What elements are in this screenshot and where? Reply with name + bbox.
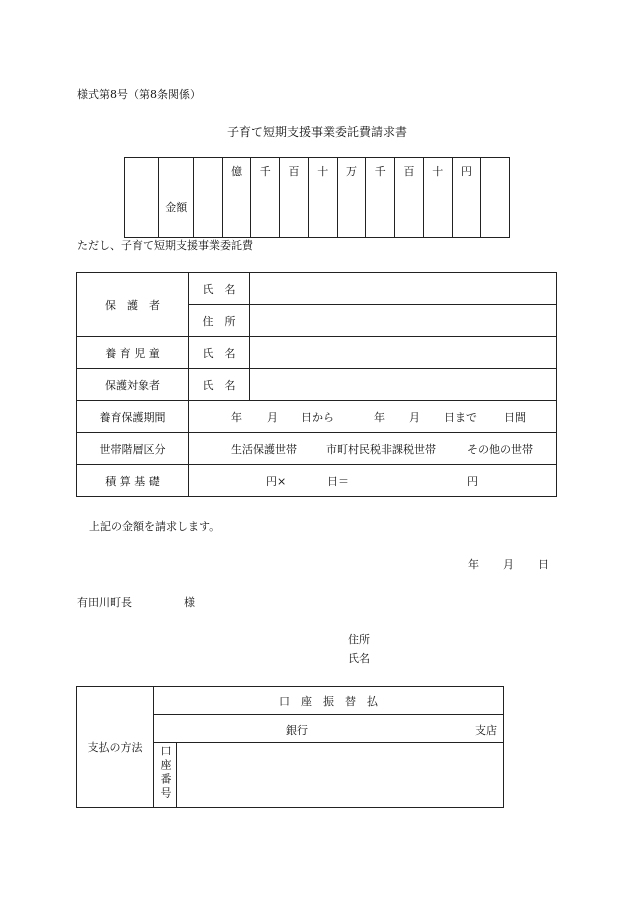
- payment-method-label: 支払の方法: [77, 687, 154, 808]
- subject-name-label: 氏 名: [189, 369, 250, 401]
- period-month2: 月: [409, 411, 420, 424]
- amount-unit-hyaku2[interactable]: 百: [395, 158, 424, 238]
- guardian-address-label: 住 所: [189, 305, 250, 337]
- period-days: 日間: [504, 411, 526, 424]
- addressee-honorific: 様: [184, 596, 195, 609]
- amount-table: [124, 157, 510, 238]
- applicant-address-label: 住所: [348, 633, 370, 646]
- period-month1: 月: [267, 411, 278, 424]
- household-field[interactable]: [189, 433, 557, 465]
- branch-label: 支店: [475, 724, 497, 737]
- amount-unit-sen[interactable]: 千: [251, 158, 280, 238]
- page-title: 子育て短期支援事業委託費請求書: [227, 125, 408, 139]
- period-year2: 年: [374, 411, 385, 424]
- account-number-field[interactable]: [177, 743, 504, 808]
- bank-field[interactable]: [154, 715, 504, 743]
- basis-yen-times: 円×: [266, 475, 287, 488]
- subject-name-field[interactable]: [250, 369, 557, 401]
- child-label: 養 育 児 童: [77, 337, 189, 369]
- amount-blank-cell[interactable]: [125, 158, 159, 238]
- amount-unit-en[interactable]: 円: [452, 158, 481, 238]
- period-from: 日から: [301, 411, 334, 424]
- date-year: 年: [468, 558, 479, 571]
- bank-label: 銀行: [286, 724, 308, 737]
- addressee-title: 有田川町長: [77, 596, 132, 609]
- payment-table: [76, 686, 504, 808]
- period-year1: 年: [231, 411, 242, 424]
- transfer-label: 口 座 振 替 払: [154, 687, 504, 715]
- guardian-name-label: 氏 名: [189, 273, 250, 305]
- amount-unit-hyaku[interactable]: 百: [280, 158, 309, 238]
- date-day: 日: [538, 558, 549, 571]
- form-number: 様式第8号（第8条関係）: [77, 88, 201, 101]
- period-field[interactable]: [189, 401, 557, 433]
- basis-field[interactable]: [189, 465, 557, 497]
- amount-unit-oku[interactable]: 億: [222, 158, 251, 238]
- household-label: 世帯階層区分: [77, 433, 189, 465]
- subject-label: 保護対象者: [77, 369, 189, 401]
- basis-day-equals: 日＝: [327, 475, 349, 488]
- applicant-name-label: 氏名: [348, 652, 370, 665]
- amount-unit-juu[interactable]: 十: [308, 158, 337, 238]
- date-month: 月: [503, 558, 514, 571]
- period-label: 養育保護期間: [77, 401, 189, 433]
- amount-unit-sen2[interactable]: 千: [366, 158, 395, 238]
- child-name-field[interactable]: [250, 337, 557, 369]
- guardian-address-field[interactable]: [250, 305, 557, 337]
- household-option-nontax[interactable]: 市町村民税非課税世帯: [326, 443, 436, 456]
- basis-yen: 円: [467, 475, 478, 488]
- account-number-label-cell: [154, 743, 177, 808]
- amount-unit-man[interactable]: 万: [337, 158, 366, 238]
- amount-label: 金額: [159, 158, 194, 238]
- details-table: [76, 272, 557, 497]
- household-option-other[interactable]: その他の世帯: [467, 443, 533, 456]
- period-until: 日まで: [444, 411, 477, 424]
- amount-unit-juu2[interactable]: 十: [423, 158, 452, 238]
- household-option-welfare[interactable]: 生活保護世帯: [231, 443, 297, 456]
- guardian-name-field[interactable]: [250, 273, 557, 305]
- basis-label: 積 算 基 礎: [77, 465, 189, 497]
- child-name-label: 氏 名: [189, 337, 250, 369]
- amount-blank-cell[interactable]: [481, 158, 510, 238]
- account-number-label: 口座番号: [159, 745, 172, 801]
- amount-blank-cell[interactable]: [194, 158, 223, 238]
- note-text: ただし、子育て短期支援事業委託費: [77, 239, 253, 252]
- guardian-label: 保 護 者: [77, 273, 189, 337]
- request-text: 上記の金額を請求します。: [89, 520, 221, 533]
